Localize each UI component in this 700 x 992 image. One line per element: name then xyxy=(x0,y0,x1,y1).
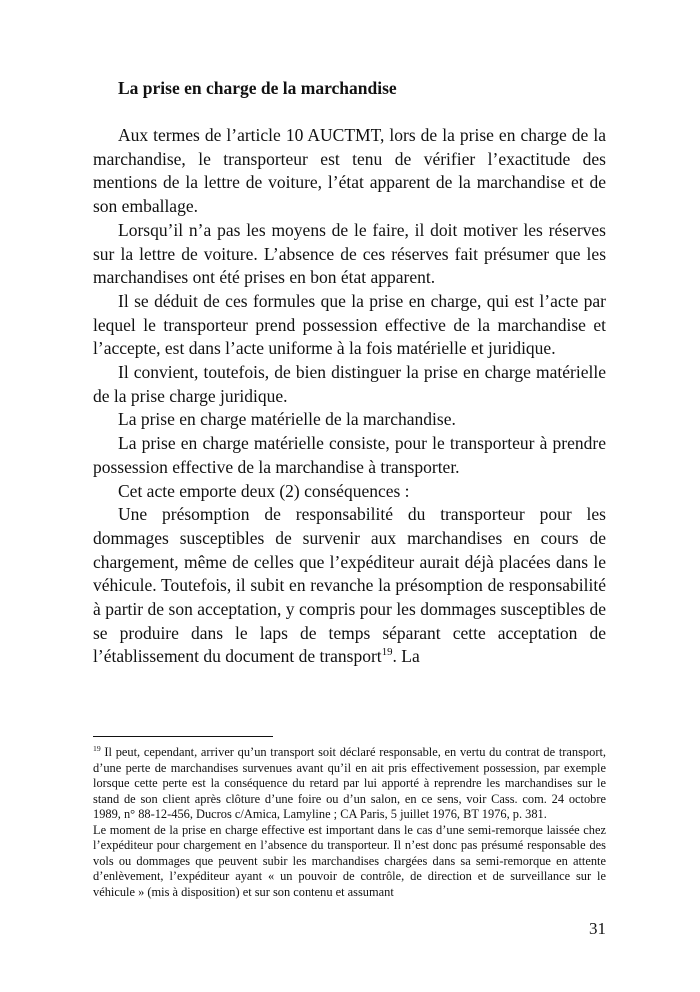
paragraph: Cet acte emporte deux (2) conséquences : xyxy=(118,480,410,501)
footnote-reference[interactable]: 19 xyxy=(381,646,393,659)
paragraph: La prise en charge matérielle consiste, pour le transporteur à prendre possession effective de la marchandise à transporter. xyxy=(93,433,606,477)
paragraph: Aux termes de l’article 10 AUCTMT, lors de la prise en charge de la marchandise, le transporteur est tenu de vérifier l’exactitude des mentions de la lettre de voiture, l’état apparent de la marchandise et de son emballage. xyxy=(93,125,606,217)
paragraph-text: Une présomption de responsabilité du transporteur pour les dommages susceptibles de survenir aux marchandises en cours de chargement, même de celles que l’expéditeur aurait déjà placées dans le véhicule. Toutefois, il subit en revanche la présomption de responsabilité à partir de son acceptation, y compris pour les dommages susceptibles de se produire dans le laps de temps séparant cette acceptation de l’établissement du document de transport xyxy=(93,504,606,667)
footnote-number: 19 xyxy=(93,743,101,753)
section-heading: La prise en charge de la marchandise xyxy=(118,78,397,98)
footnote xyxy=(93,745,606,823)
footnotes xyxy=(93,745,606,900)
paragraph-tail: . La xyxy=(392,646,420,667)
paragraph: Il se déduit de ces formules que la prise en charge, qui est l’acte par lequel le transporteur prend possession effective de la marchandise et l’accepte, est dans l’acte uniforme à la fois matérielle et juridique. xyxy=(93,290,606,359)
paragraph-with-footnote-ref xyxy=(93,503,606,669)
page-number: 31 xyxy=(589,919,606,938)
paragraph: Il convient, toutefois, de bien distinguer la prise en charge matérielle de la prise charge juridique. xyxy=(93,362,606,406)
paragraph: La prise en charge matérielle de la marchandise. xyxy=(118,409,456,430)
footnote-separator xyxy=(93,736,273,737)
paragraph: Lorsqu’il n’a pas les moyens de le faire, il doit motiver les réserves sur la lettre de voiture. L’absence de ces réserves fait présumer que les marchandises ont été prises en bon état apparent. xyxy=(93,219,606,288)
body-text xyxy=(93,124,606,669)
footnote-text: Il peut, cependant, arriver qu’un transport soit déclaré responsable, en vertu du contrat de transport, d’une perte de marchandises survenues avant qu’il en ait pris effectivement possession, par exemple lorsque cette perte est la conséquence du retard par lui apporté à reprendre les marchandises sur le stand de son client après clôture d’une foire ou d’un salon, en ce sens, voir Cass. com. 24 octobre 1989, n° 88-12-456, Ducros c/Amica, Lamyline ; CA Paris, 5 juillet 1976, BT 1976, p. 381. xyxy=(93,745,606,822)
document-page xyxy=(93,0,606,992)
footnote-continuation: Le moment de la prise en charge effective est important dans le cas d’une semi-remorque laissée chez l’expéditeur pour chargement en l’absence du transporteur. Il n’est donc pas présumé responsable des vols ou dommages que peuvent subir les marchandises chargées dans sa semi-remorque en attente d’enlèvement, l’expéditeur ayant « un pouvoir de contrôle, de direction et de surveillance sur le véhicule » (mis à disposition) et sur son contenu et assumant xyxy=(93,822,606,899)
